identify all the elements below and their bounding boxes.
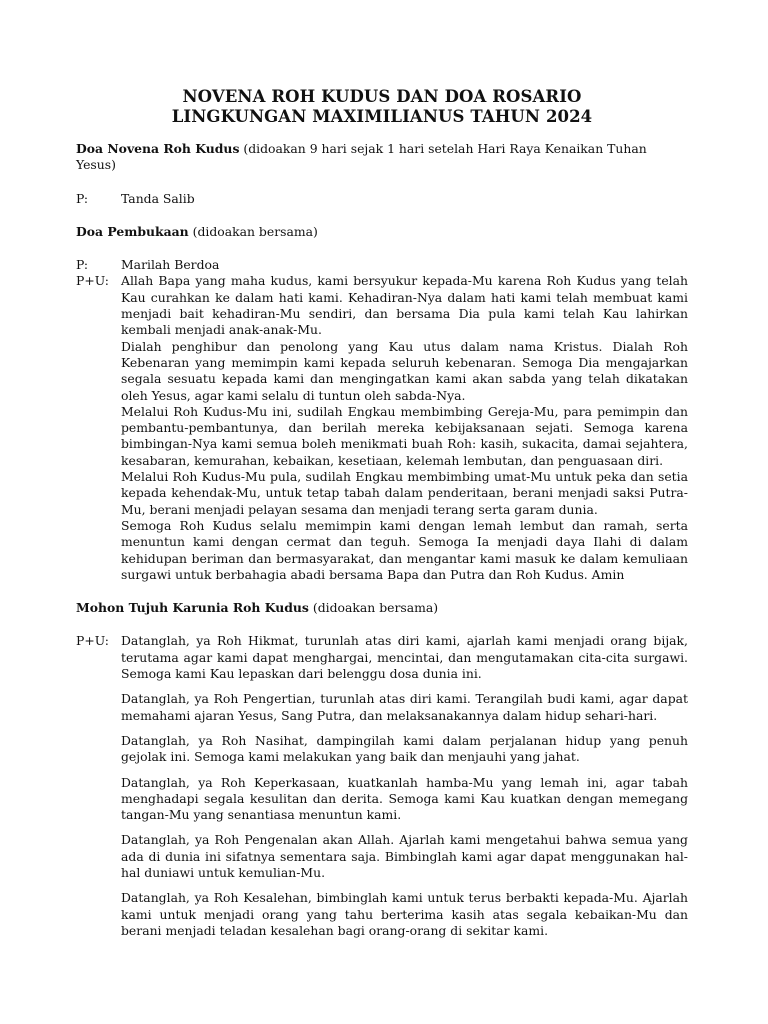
document-title (76, 87, 688, 127)
prayer-block (76, 273, 688, 583)
prayer-paragraph: Melalui Roh Kudus-Mu pula, sudilah Engkau membimbing umat-Mu untuk peka dan setia kepada kehendak-Mu, untuk tetap tabah dalam penderitaan, berani menjadi saksi Putra-Mu, berani menjadi pelayan sesama dan menjadi terang serta garam dunia. (121, 469, 688, 517)
dialogue-row (76, 191, 688, 207)
gift-paragraph: Datanglah, ya Roh Pengertian, turunlah atas diri kami. Terangilah budi kami, agar dapat memahami ajaran Yesus, Sang Putra, dan melaksanakannya dalam hidup sehari-hari. (121, 691, 688, 723)
gift-paragraph: Datanglah, ya Roh Nasihat, dampingilah kami dalam perjalanan hidup yang penuh gejolak ini. Semoga kami melakukan yang baik dan menjauhi yang jahat. (121, 732, 688, 765)
prayer-text (121, 633, 688, 939)
section-heading-opening (76, 224, 688, 240)
prayer-paragraph: Dialah penghibur dan penolong yang Kau utus dalam nama Kristus. Dialah Roh Kebenaran yang memimpin kami kepada seluruh kebenaran. Semoga Dia mengajarkan segala sesuatu kepada kami dan mengingatkan kami akan sabda yang telah dikatakan oleh Yesus, agar kami selalu di tuntun oleh sabda-Nya. (121, 338, 688, 403)
gift-paragraph: Datanglah, ya Roh Pengenalan akan Allah. Ajarlah kami mengetahui bahwa semua yang ada di dunia ini sifatnya sementara saja. Bimbinglah kami agar dapat menggunakan hal-hal duniawi untuk kemulian-Mu. (121, 832, 688, 880)
prayer-text (121, 273, 688, 583)
section-heading-novena (76, 141, 688, 174)
heading-note: (didoakan bersama) (312, 600, 439, 616)
prayer-paragraph: Allah Bapa yang maha kudus, kami bersyukur kepada-Mu karena Roh Kudus yang telah Kau curahkan ke dalam hati kami. Kehadiran-Nya dalam hati kami telah membuat kami menjadi bait kehadiran-Mu sendiri, dan bersama Dia pula kami telah Kau lahirkan kembali menjadi anak-anak-Mu. (121, 273, 688, 338)
heading-note: (didoakan 9 hari sejak 1 hari setelah Hari Raya Kenaikan Tuhan Yesus) (76, 141, 647, 173)
speaker-label: P+U: (76, 633, 109, 649)
heading-text: Doa Novena Roh Kudus (76, 141, 240, 156)
title-line-1: NOVENA ROH KUDUS DAN DOA ROSARIO (182, 87, 582, 106)
prayer-paragraph: Semoga Roh Kudus selalu memimpin kami dengan lemah lembut dan ramah, serta menuntun kami dengan cermat dan teguh. Semoga Ia menjadi daya Ilahi di dalam kehidupan beriman dan bermasyarakat, dan mengantar kami masuk ke dalam kemuliaan surgawi untuk berbahagia abadi bersama Bapa dan Putra dan Roh Kudus. Amin (121, 517, 688, 582)
prayer-block (76, 633, 688, 939)
heading-text: Doa Pembukaan (76, 223, 189, 239)
gift-paragraph: Datanglah, ya Roh Hikmat, turunlah atas diri kami, ajarlah kami menjadi orang bijak, terutama agar kami dapat menghargai, mencintai, dan mengutamakan cita-cita surgawi. Semoga kami Kau lepaskan dari belenggu dosa dunia ini. (121, 633, 688, 682)
dialogue-text: Marilah Berdoa (121, 257, 220, 273)
prayer-paragraph: Melalui Roh Kudus-Mu ini, sudilah Engkau membimbing Gereja-Mu, para pemimpin dan pembantu-pembantunya, dan berilah mereka kebijaksanaan sejati. Semoga karena bimbingan-Nya kami semua boleh menikmati buah Roh: kasih, sukacita, damai sejahtera, kesabaran, kemurahan, kebaikan, kesetiaan, kelemah lembutan, dan penguasaan diri. (121, 403, 688, 468)
gift-paragraph: Datanglah, ya Roh Keperkasaan, kuatkanlah hamba-Mu yang lemah ini, agar tabah menghadapi segala kesulitan dan derita. Semoga kami Kau kuatkan dengan memegang tangan-Mu yang senantiasa menuntun kami. (121, 774, 688, 823)
dialogue-text: Tanda Salib (121, 190, 195, 206)
title-line-2: LINGKUNGAN MAXIMILIANUS TAHUN 2024 (171, 107, 593, 126)
heading-text: Mohon Tujuh Karunia Roh Kudus (76, 600, 309, 616)
heading-note: (didoakan bersama) (192, 223, 318, 239)
speaker-label: P: (76, 257, 89, 273)
speaker-label: P: (76, 190, 89, 206)
section-heading-seven-gifts (76, 600, 688, 616)
speaker-label: P+U: (76, 273, 109, 289)
dialogue-row (76, 257, 688, 273)
gift-paragraph: Datanglah, ya Roh Kesalehan, bimbinglah kami untuk terus berbakti kepada-Mu. Ajarlah kami untuk menjadi orang yang tahu berterima kasih atas segala kebaikan-Mu dan berani menjadi teladan kesalehan bagi orang-orang di sekitar kami. (121, 890, 688, 938)
